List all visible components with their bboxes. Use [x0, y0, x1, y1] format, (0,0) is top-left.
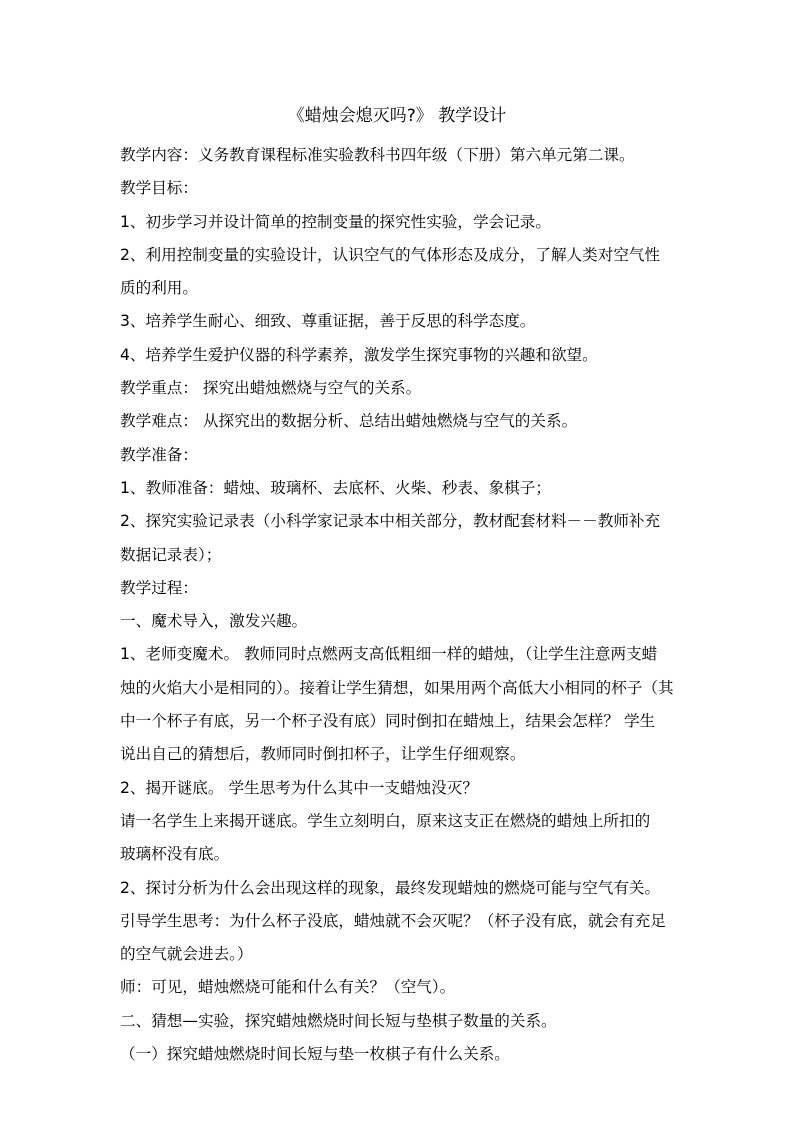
paragraph-line: 2、揭开谜底。 学生思考为什么其中一支蜡烛没灭？: [120, 778, 478, 797]
document-title: 《蜡烛会熄灭吗?》 教学设计: [287, 106, 507, 126]
paragraph-line: 玻璃杯没有底。: [120, 845, 230, 864]
paragraph-line: 二、猜想—实验，探究蜡烛燃烧时间长短与垫棋子数量的关系。: [120, 1011, 557, 1030]
paragraph-line: 烛的火焰大小是相同的）。接着让学生猜想，如果用两个高低大小相同的杯子（其: [120, 678, 674, 697]
paragraph-line: 2、利用控制变量的实验设计，认识空气的气体形态及成分，了解人类对空气性: [120, 245, 661, 264]
paragraph-line: 中一个杯子有底，另一个杯子没有底）同时倒扣在蜡烛上，结果会怎样？ 学生: [120, 712, 656, 731]
paragraph-line: 教学难点： 从探究出的数据分析、总结出蜡烛燃烧与空气的关系。: [120, 412, 578, 431]
paragraph-line: 3、培养学生耐心、细致、尊重证据，善于反思的科学态度。: [120, 312, 536, 331]
paragraph-line: 4、培养学生爱护仪器的科学素养，激发学生探究事物的兴趣和欲望。: [120, 345, 598, 364]
paragraph-line: 教学内容：义务教育课程标准实验教科书四年级（下册）第六单元第二课。: [120, 146, 635, 164]
paragraph-line: 引导学生思考：为什么杯子没底，蜡烛就不会灭呢？（杯子没有底，就会有充足: [120, 911, 666, 930]
document-body: [120, 139, 676, 1071]
paragraph-line: 师：可见，蜡烛燃烧可能和什么有关？（空气）。: [120, 978, 456, 997]
paragraph-line: （一）探究蜡烛燃烧时间长短与垫一枚棋子有什么关系。: [120, 1045, 510, 1064]
paragraph-line: 请一名学生上来揭开谜底。学生立刻明白，原来这支正在燃烧的蜡烛上所扣的: [120, 811, 651, 830]
paragraph-line: 教学过程：: [120, 578, 198, 597]
paragraph-line: 质的利用。: [120, 279, 198, 298]
paragraph-line: 教学重点： 探究出蜡烛燃烧与空气的关系。: [120, 379, 422, 398]
paragraph-line: 2、探讨分析为什么会出现这样的现象，最终发现蜡烛的燃烧可能与空气有关。: [120, 878, 661, 897]
paragraph-line: 数据记录表）；: [120, 545, 222, 564]
paragraph-line: 教学准备：: [120, 445, 198, 464]
paragraph-line: 2、探究实验记录表（小科学家记录本中相关部分，教材配套材料－－教师补充: [120, 512, 661, 531]
paragraph-line: 1、教师准备：蜡烛、玻璃杯、去底杯、火柴、秒表、象棋子；: [120, 478, 551, 497]
paragraph-line: 一、魔术导入，激发兴趣。: [120, 612, 308, 631]
paragraph-line: 1、老师变魔术。 教师同时点燃两支高低粗细一样的蜡烛，（让学生注意两支蜡: [120, 645, 658, 664]
paragraph-line: 教学目标：: [120, 179, 198, 198]
paragraph-line: 的空气就会进去。）: [120, 945, 253, 964]
paragraph-line: 1、初步学习并设计简单的控制变量的探究性实验，学会记录。: [120, 212, 551, 231]
paragraph-line: 说出自己的猜想后，教师同时倒扣杯子，让学生仔细观察。: [120, 745, 526, 764]
